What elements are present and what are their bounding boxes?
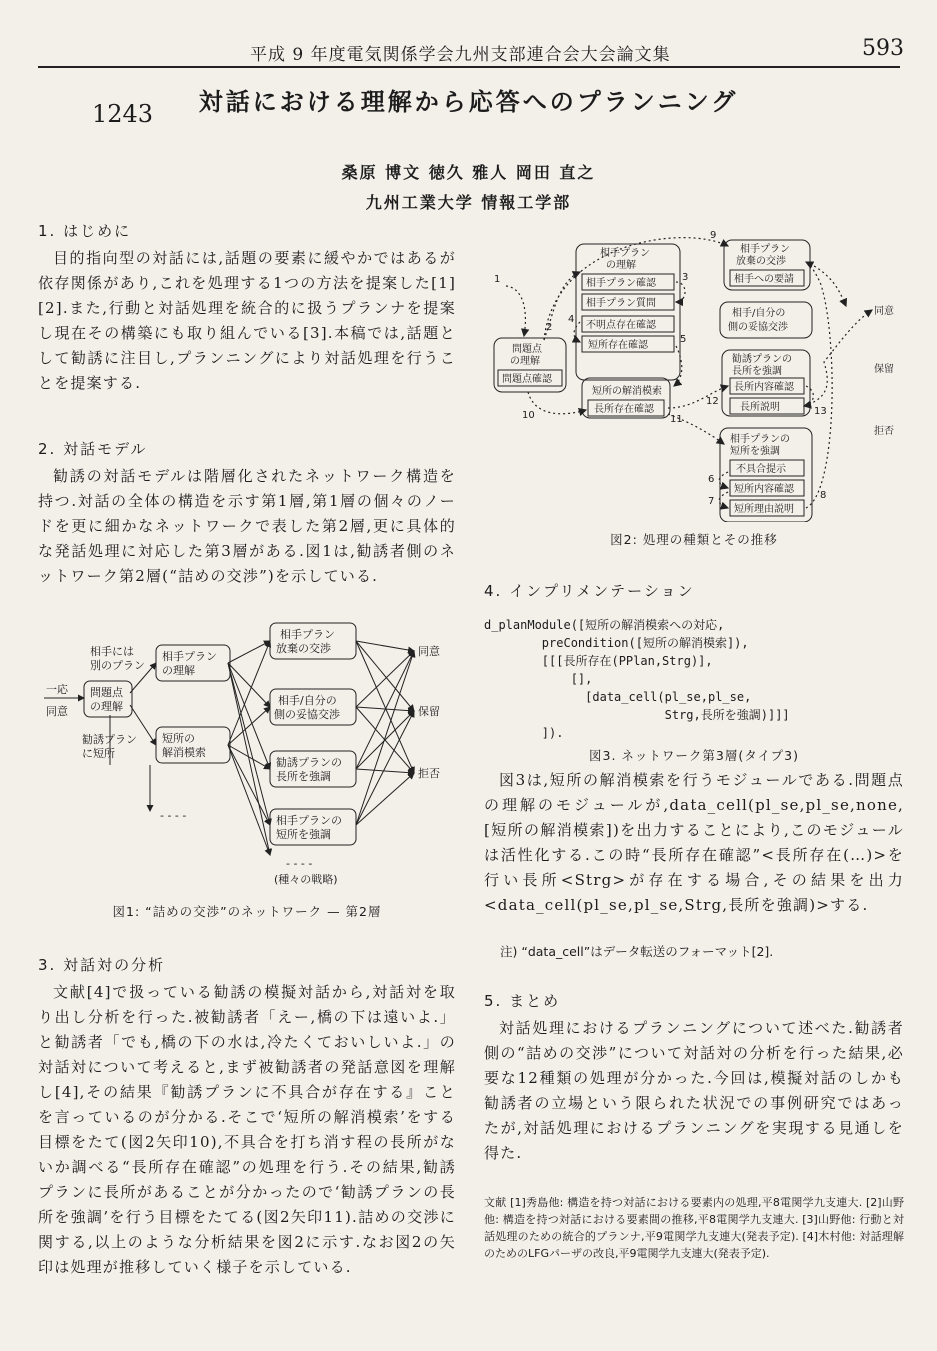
fig1-out-kyohi: 拒否 [418, 767, 440, 780]
fig1-dashes-1: - - - - [160, 809, 187, 822]
journal-title: 平成 9 年度電気関係学会九州支部連合会大会論文集 [250, 45, 671, 65]
paper-title: 対話における理解から応答へのプランニング [198, 88, 739, 116]
code-line: Strg,長所を強調)]]] [484, 708, 790, 722]
fig1-node-mondaiten-2: の理解 [90, 700, 123, 713]
fig2-step-mondaiten-kakunin: 問題点確認 [502, 374, 552, 385]
fig2-group-kanyu-chosho-2: 長所を強調 [732, 366, 782, 377]
fig1-node-aite-rikai-2: の理解 [162, 664, 195, 677]
fig2-step-chosho-setsumei: 長所説明 [740, 402, 780, 413]
affiliation: 九州工業大学 情報工学部 [365, 193, 572, 212]
section-3-heading: 3. 対話対の分析 [38, 956, 166, 974]
fig2-arrow-7: 7 [708, 496, 715, 507]
fig2-arrow-2: 2 [546, 322, 553, 333]
section-5-body [484, 1016, 904, 1166]
figure-2-caption: 図2: 処理の種類とその推移 [610, 532, 778, 547]
code-line: ]). [484, 726, 564, 740]
fig2-step-chosho-sonzai: 長所存在確認 [594, 404, 654, 415]
figure-1-caption: 図1: “詰めの交渉”のネットワーク — 第2層 [112, 904, 382, 919]
fig2-step-tansho-riyuu: 短所理由説明 [734, 504, 794, 515]
section-5-paragraph: 対話処理におけるプランニングについて述べた.勧誘者側の“詰めの交渉”について対話対の分析を行った結果,必要な12種類の処理が分かった.今回は,模擬対話のしかも勧誘者の立場という限られた状況での事例研究ではあったが,対話処理におけるプランニングを実現する見通しを得た. [484, 1019, 904, 1162]
fig2-step-fumei: 不明点存在確認 [586, 320, 656, 331]
fig1-node-kanyu-chosho-2: 長所を強調 [276, 770, 331, 783]
fig1-node-aite-tansho-2: 短所を強調 [276, 828, 331, 841]
fig1-label-kanyu-tansho-1: 勧誘プラン [82, 733, 137, 746]
fig1-node-kanyu-chosho-1: 勧誘プランの [276, 756, 342, 769]
code-line: [data_cell(pl_se,pl_se, [484, 690, 752, 704]
fig2-step-tansho-sonzai: 短所存在確認 [588, 340, 648, 351]
fig2-arrow-11: 11 [670, 414, 683, 425]
fig1-label-doui: 同意 [46, 705, 68, 718]
section-2-body [38, 464, 456, 589]
section-4-body [484, 768, 904, 918]
fig2-arrow-10: 10 [522, 410, 535, 421]
fig1-label-aite-betsu-2: 別のプラン [90, 659, 145, 672]
fig1-out-horyu: 保留 [418, 705, 440, 718]
paper-id: 1243 [92, 100, 154, 128]
fig2-group-tansho: 短所の解消模索 [592, 386, 662, 397]
fig2-step-tansho-naiyou: 短所内容確認 [734, 484, 794, 495]
fig2-group-aite-tansho-2: 短所を強調 [730, 446, 780, 457]
code-line: d_planModule([短所の解消模索への対応, [484, 618, 725, 632]
fig1-node-aite-tansho-1: 相手プランの [276, 814, 342, 827]
fig2-arrow-12: 12 [706, 396, 719, 407]
fig1-strategies: (種々の戦略) [274, 873, 338, 885]
fig1-label-ichiou: 一応 [46, 683, 68, 696]
section-2-heading: 2. 対話モデル [38, 440, 148, 458]
figure-2-diagram [484, 222, 904, 522]
fig2-arrow-1: 1 [494, 274, 501, 285]
section-2-paragraph: 勧誘の対話モデルは階層化されたネットワーク構造を持つ.対話の全体の構造を示す第1層,第1層の個々のノードを更に細かなネットワークで表した第2層,更に具体的な発話処理に対応した第3層がある.図1は,勧誘者側のネットワーク第2層(“詰めの交渉”)を示している. [38, 467, 456, 585]
references: 文献 [1]秀島他: 構造を持つ対話における要素内の処理,平8電関学九支連大. [2]山野他: 構造を持つ対話における要素間の推移,平8電関学九支連大. [3]山野他: 行動と対話処理のための統合的プランナ,平9電関学九支連大(発表予定). [4]木村他: 対話理解のためのLFGパーザの改良,平9電関学九支連大(発表予定). [484, 1196, 904, 1260]
fig2-group-dakyo-1: 相手/自分の [732, 308, 786, 319]
fig2-arrow-9: 9 [710, 230, 717, 241]
fig2-out-kyohi: 拒否 [874, 426, 894, 437]
fig2-step-chosho-naiyou: 長所内容確認 [734, 382, 794, 393]
fig2-group-kanyu-chosho-1: 勧誘プランの [732, 354, 792, 365]
section-4-note: 注) “data_cell”はデータ転送のフォーマット[2]. [500, 944, 774, 959]
fig2-arrow-8: 8 [820, 490, 827, 501]
fig2-group-houki-2: 放棄の交渉 [736, 256, 786, 267]
fig2-step-aite-shitsumon: 相手プラン質問 [586, 298, 656, 309]
fig1-out-doui: 同意 [418, 645, 440, 658]
header-rule [38, 66, 900, 68]
fig1-node-houki-1: 相手プラン [280, 628, 335, 641]
fig1-node-mondaiten-1: 問題点 [90, 686, 123, 699]
fig2-group-mondaiten-1: 問題点 [512, 344, 542, 355]
fig2-group-mondaiten-2: の理解 [510, 356, 540, 367]
fig2-group-aite-tansho-1: 相手プランの [730, 434, 790, 445]
fig2-arrow-13: 13 [814, 406, 827, 417]
code-line: [], [484, 672, 593, 686]
fig2-out-horyu: 保留 [874, 364, 894, 375]
section-5-heading: 5. まとめ [484, 992, 561, 1010]
fig2-step-aite-yousei: 相手への要請 [734, 274, 794, 285]
fig2-out-doui: 同意 [874, 306, 894, 317]
fig2-step-aite-kakunin: 相手プラン確認 [586, 278, 656, 289]
section-3-body [38, 980, 456, 1280]
fig2-group-aite-rikai-2: の理解 [606, 260, 636, 271]
section-4-heading: 4. インプリメンテーション [484, 582, 695, 600]
fig2-group-houki-1: 相手プラン [740, 244, 790, 255]
fig1-node-dakyo-2: 側の妥協交渉 [274, 708, 340, 721]
fig1-node-dakyo-1: 相手/自分の [278, 694, 337, 707]
code-line: preCondition([短所の解消模索]), [484, 636, 749, 650]
fig2-group-dakyo-2: 側の妥協交渉 [728, 322, 788, 333]
code-listing [484, 616, 790, 742]
section-1-paragraph: 目的指向型の対話には,話題の要素に緩やかではあるが依存関係があり,これを処理する1つの方法を提案した[1][2].また,行動と対話処理を統合的に扱うプランナを提案し現在その構築にも取り組んでいる[3].本稿では,話題として勧誘に注目し,プランニングにより対話処理を行うことを提案する. [38, 249, 456, 392]
fig1-node-houki-2: 放棄の交渉 [276, 642, 331, 655]
fig1-node-tansho-1: 短所の [162, 732, 195, 745]
fig2-arrow-4: 4 [568, 314, 575, 325]
fig1-label-kanyu-tansho-2: に短所 [82, 747, 115, 760]
fig1-node-tansho-2: 解消模索 [162, 746, 206, 759]
section-3-paragraph: 文献[4]で扱っている勧誘の模擬対話から,対話対を取り出し分析を行った.被勧誘者「えー,橋の下は遠いよ.」と勧誘者「でも,橋の下の水は,冷たくておいしいよ.」の対話対について考えると,まず被勧誘者の発話意図を理解し[4],その結果『勧誘プランに不具合が存在する』ことを言っているのが分かる.そこで‘短所の解消模索’をする目標をたて(図2矢印10),不具合を打ち消す程の長所がないか調べる“長所存在確認”の処理を行う.その結果,勧誘プランに長所があることが分かったので‘勧誘プランの長所を強調’を行う目標をたてる(図2矢印11).詰めの交渉に関する,以上のような分析結果を図2に示す.なお図2の矢印は処理が推移していく様子を示している. [38, 983, 456, 1276]
section-1-body [38, 246, 456, 396]
authors: 桑原 博文 徳久 雅人 岡田 直之 [341, 163, 596, 182]
fig1-dashes-2: - - - - [286, 857, 313, 870]
code-line: [[[長所存在(PPlan,Strg)], [484, 654, 713, 668]
section-1-heading: 1. はじめに [38, 222, 132, 240]
section-4-paragraph: 図3は,短所の解消模索を行うモジュールである.問題点の理解のモジュールが,data_cell(pl_se,pl_se,none,[短所の解消模索])を出力することにより,このモジュールは活性化する.この時“長所存在確認”<長所存在(…)>を行い長所<Strg>が存在する場合,その結果を出力<data_cell(pl_se,pl_se,Strg,長所を強調)>する. [484, 771, 904, 914]
figure-1-diagram [38, 615, 458, 885]
fig2-arrow-5: 5 [680, 334, 687, 345]
figure-3-caption: 図3. ネットワーク第3層(タイプ3) [589, 748, 799, 763]
page-number: 593 [862, 36, 904, 61]
fig1-label-aite-betsu-1: 相手には [90, 645, 134, 658]
fig2-step-fuguai: 不具合提示 [736, 464, 786, 475]
fig2-arrow-6: 6 [708, 474, 715, 485]
fig2-arrow-3: 3 [682, 272, 689, 283]
fig1-node-aite-rikai-1: 相手プラン [162, 650, 217, 663]
fig2-group-aite-rikai-1: 相手プラン [600, 248, 650, 259]
